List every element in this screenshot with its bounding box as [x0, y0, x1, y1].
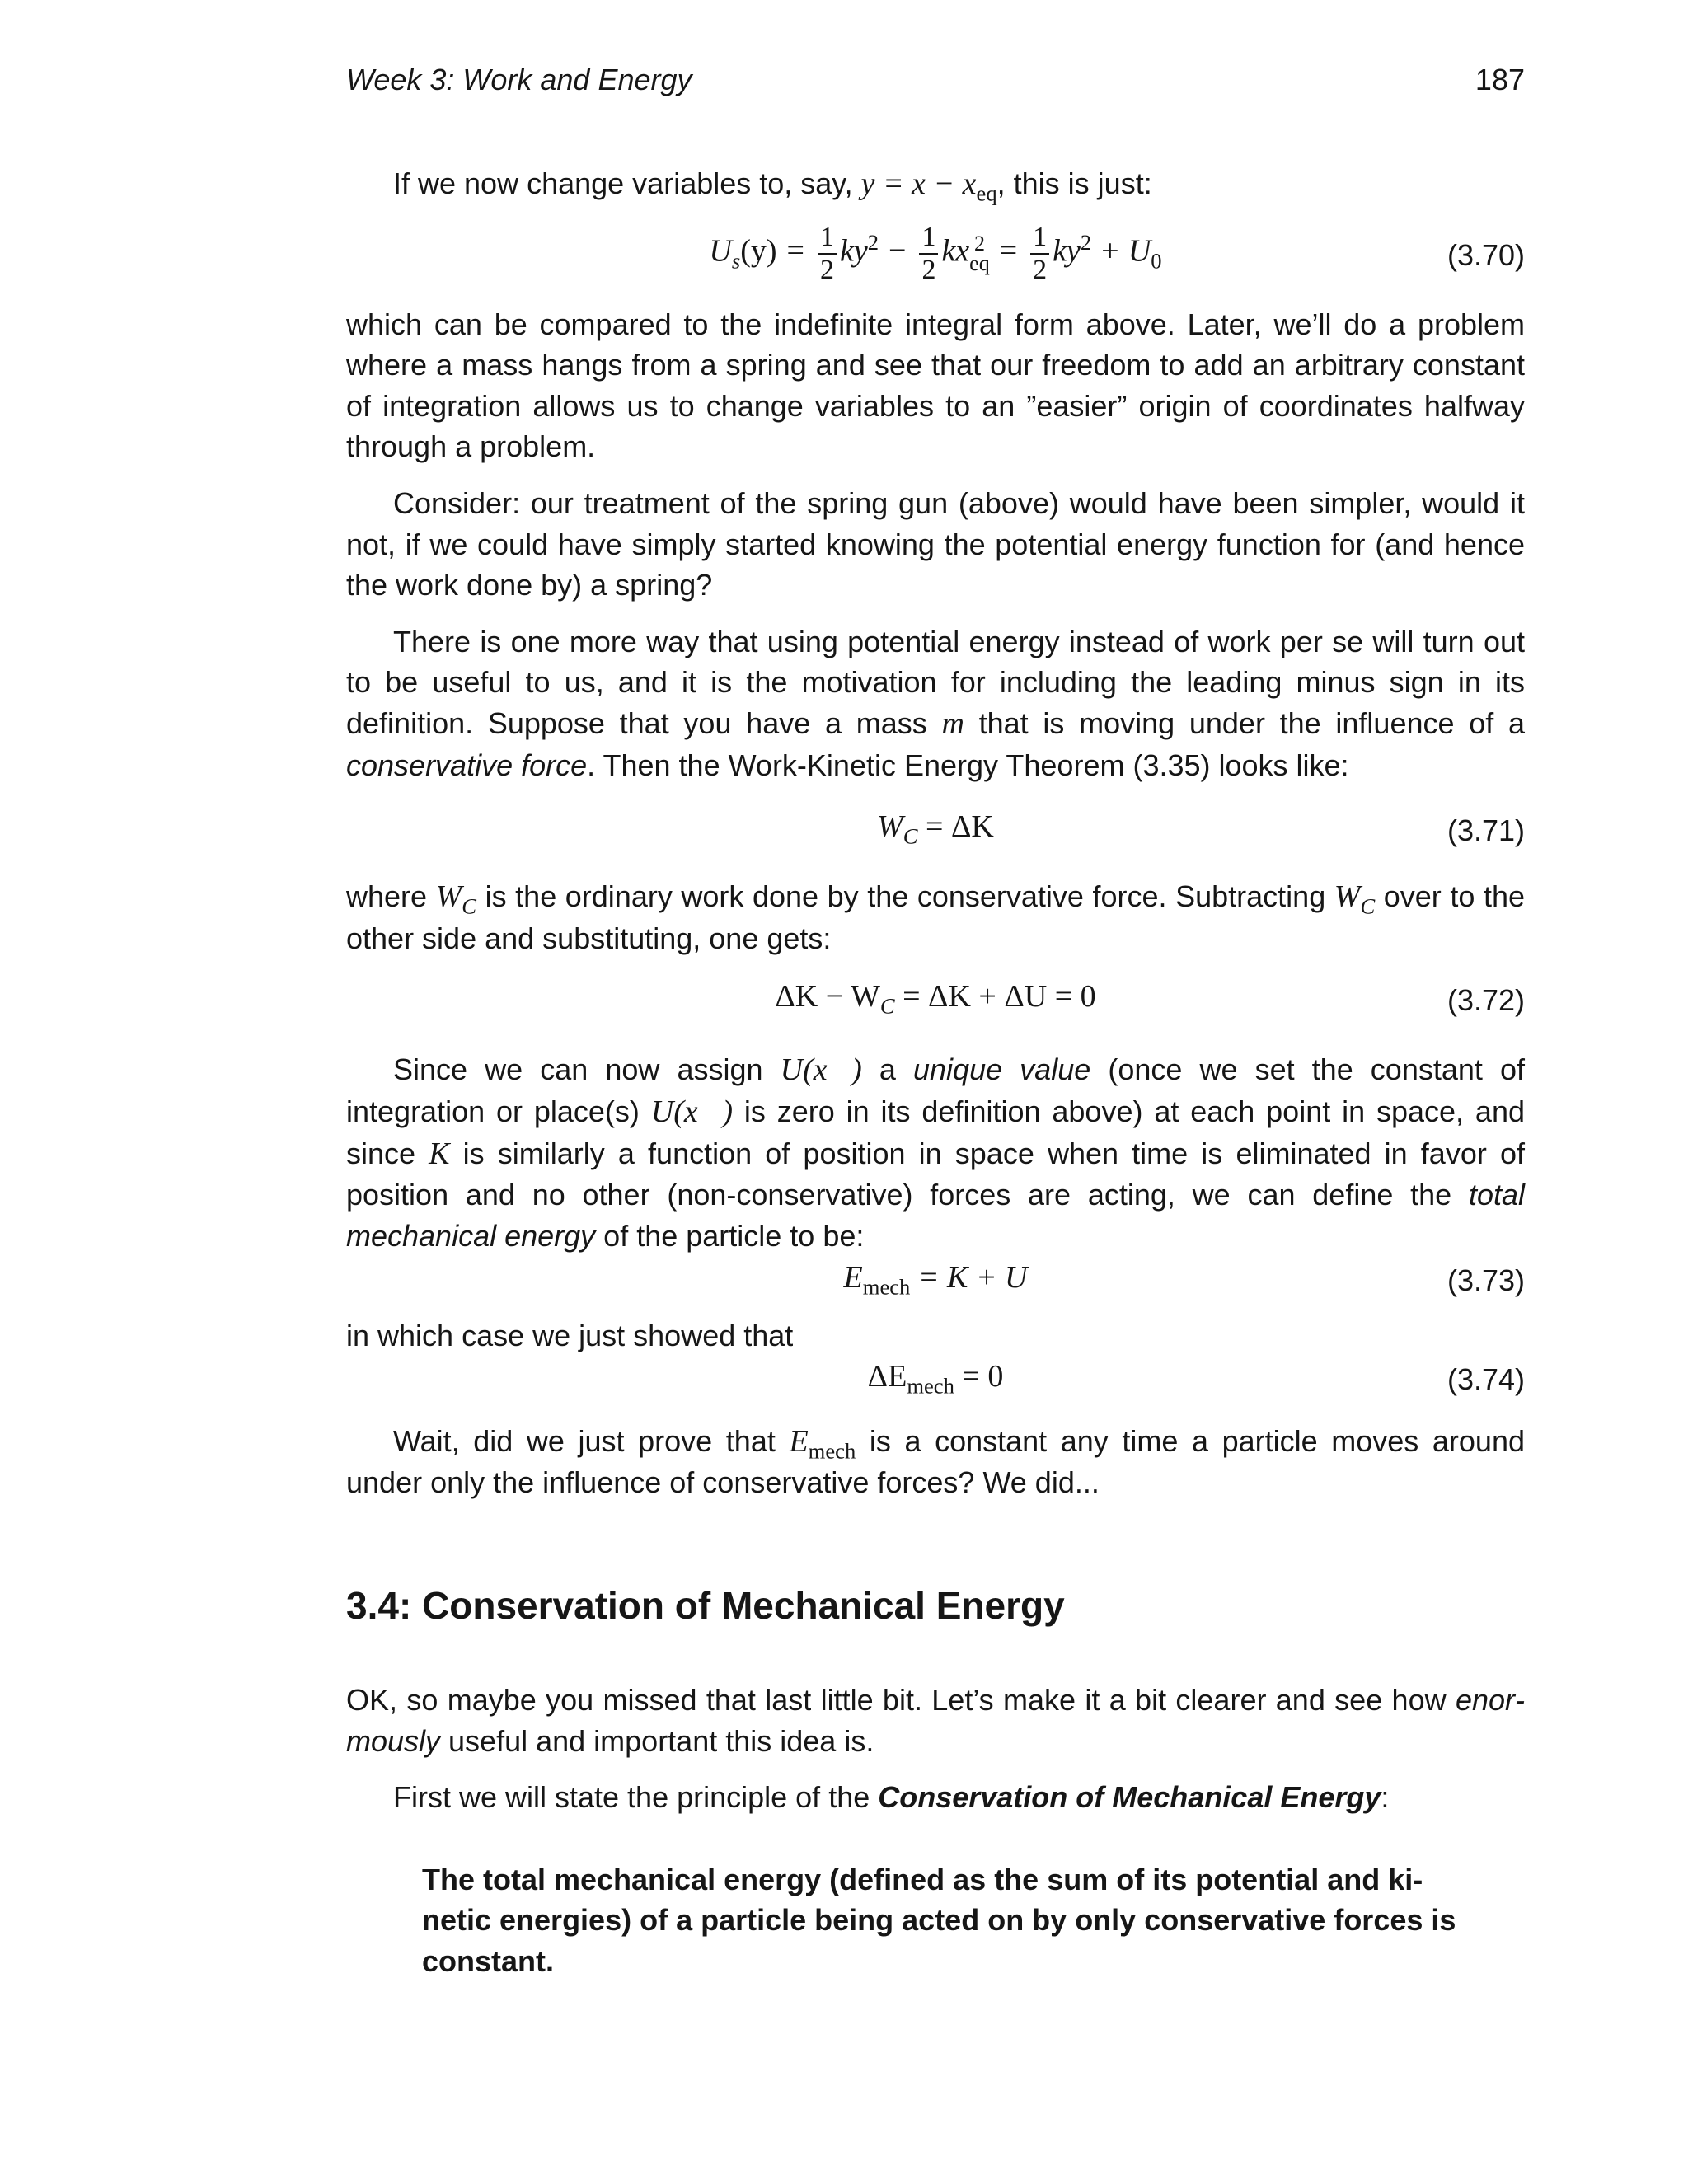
equation-number: (3.71)	[1447, 813, 1525, 848]
section-heading: 3.4: Conservation of Mechanical Energy	[346, 1584, 1065, 1628]
principle-statement: The total mechanical energy (defined as the sum of its potential and kinetic energies) of a particle being acted on by only conservative forces is constant.	[422, 1862, 1456, 1979]
fraction-half: $\frac{1}{2}$	[818, 223, 837, 284]
paragraph-constant-energy: Wait, did we just prove that $E_{mech}$ is a constant any time a particle moves around under only the influence of conservative forces? We did...	[346, 1423, 1525, 1500]
document-page	[346, 59, 1525, 1982]
paragraph-state-principle: First we will state the principle of the Conservation of Mechanical Energy:	[393, 1780, 1390, 1815]
fraction-half: $\frac{1}{2}$	[1030, 223, 1049, 284]
running-title: Week 3: Work and Energy	[346, 63, 692, 96]
equation-number: (3.74)	[1447, 1362, 1525, 1397]
equation-number: (3.72)	[1447, 983, 1525, 1018]
paragraph-potential-energy-motivation: There is one more way that using potential energy instead of work per se will turn out to be useful to us, and it is the motivation for including the leading minus sign in its definition. Suppose that you have a mass m that is moving under the influence of a conservative force. Then the Work-Kinetic Energy Theorem (3.35) looks like:	[346, 624, 1525, 782]
equation-3-72: $\Delta K - W_C = \Delta K + \Delta U = 0$ (3.72)	[346, 977, 1525, 1024]
paragraph-spring-gun: Consider: our treatment of the spring gun (above) would have been simpler, would it not, if we could have simply started knowing the potential energy function for (and hence the work done by) a spring?	[346, 485, 1525, 602]
paragraph-change-variables: If we now change variables to, say, $y = x - x_{eq}$, this is just:	[393, 166, 1152, 206]
paragraph-indefinite-integral: which can be compared to the indefinite integral form above. Later, we’ll do a problem where a mass hangs from a spring and see that our freedom to add an arbitrary constant of integration allows us to change variables to an ”easier” origin of coordinates halfway through a problem.	[346, 307, 1525, 464]
equation-number: (3.70)	[1447, 237, 1525, 272]
equation-3-70: $U_s(y)$ = $\frac{1}{2}$ $ky^2$ − $\frac{1}{2}$ kx 2 eq = $\frac{1}{2}$ $ky^2 + U_0$ (3.70)	[709, 221, 1525, 285]
equation-3-73: $E_{mech} = K + U$ (3.73)	[346, 1258, 1525, 1304]
paragraph-in-which-case: in which case we just showed that	[346, 1319, 794, 1353]
inline-math-y: $y = x - x_{eq}$	[860, 166, 997, 206]
equation-3-71: $W_C = \Delta K$ (3.71)	[346, 807, 1525, 855]
paragraph-enormously-useful: OK, so maybe you missed that last little bit. Let’s make it a bit clearer and see how enormously useful and important this idea is.	[346, 1683, 1525, 1758]
equation-3-74: $\Delta E_{mech} = 0$ (3.74)	[346, 1357, 1525, 1403]
paragraph-ordinary-work: where $W_C$ is the ordinary work done by the conservative force. Subtracting $W_C$ over to the other side and substituting, one gets:	[346, 879, 1525, 955]
equation-number: (3.73)	[1447, 1263, 1525, 1298]
fraction-half: $\frac{1}{2}$	[919, 223, 938, 284]
paragraph-mechanical-energy-definition: Since we can now assign U(x⃗) a unique value (once we set the constant of integration or place(s) U(x⃗) is zero in its definition above) at each point in space, and since K is similarly a function of position in space when time is eliminated in favor of position and no other (non-conservative) forces are acting, we can define the total mechanical energy of the particle to be:	[346, 1052, 1526, 1253]
running-header	[346, 59, 1525, 105]
page-number: 187	[1475, 63, 1525, 96]
